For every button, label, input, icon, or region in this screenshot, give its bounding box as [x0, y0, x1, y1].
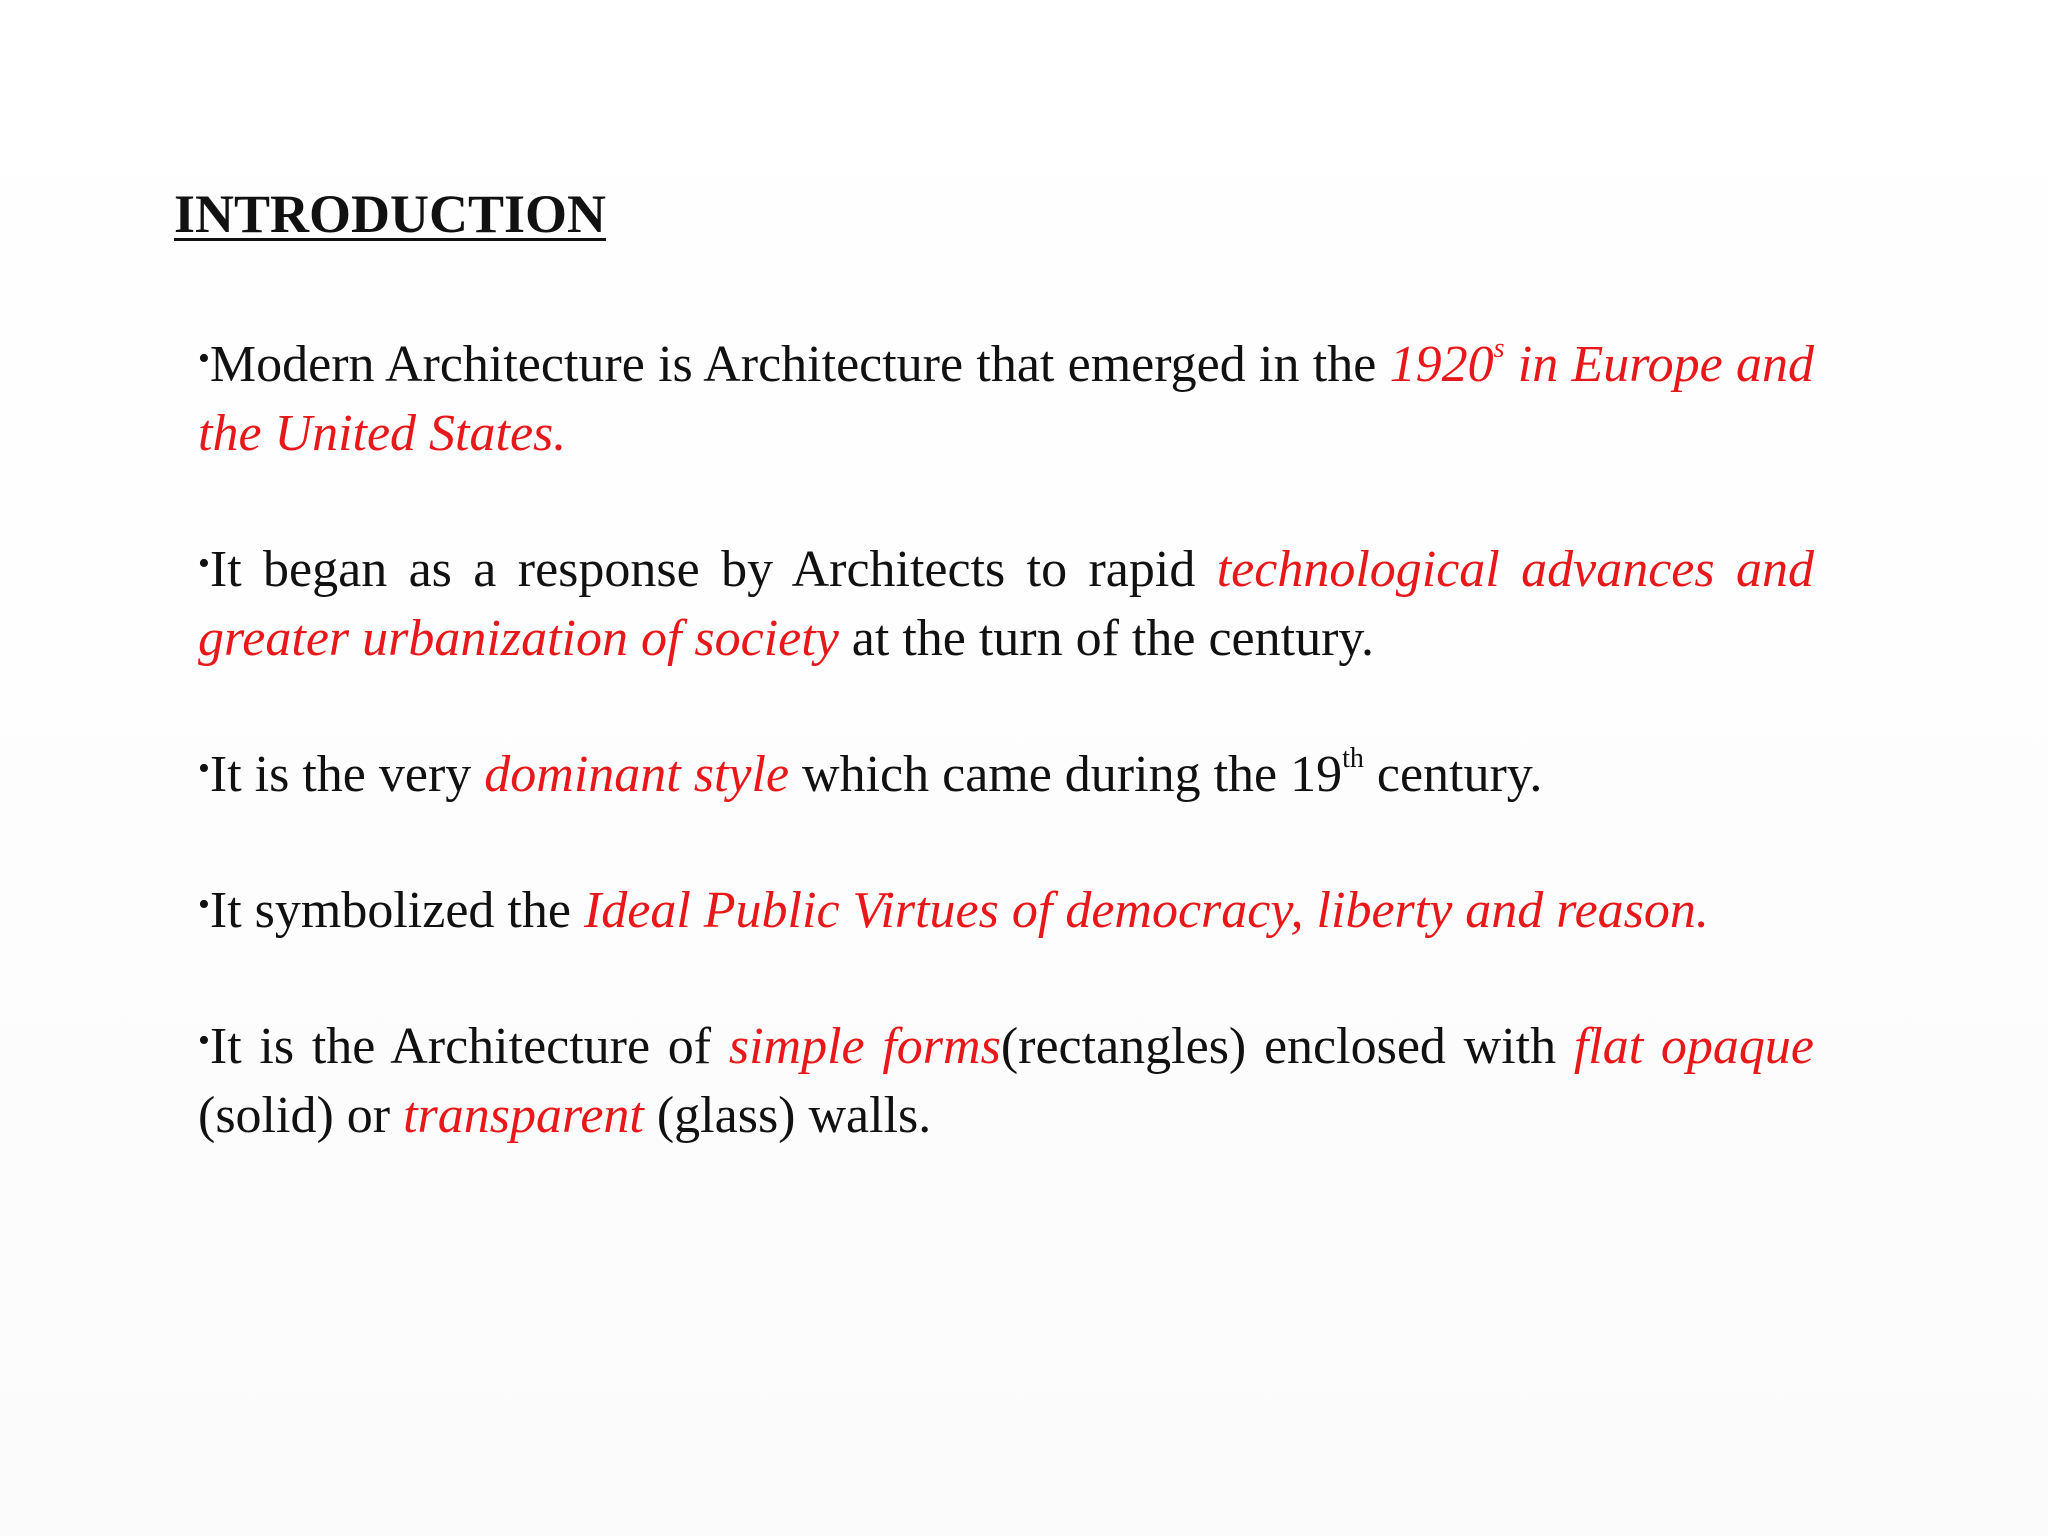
bullet-item [198, 535, 1814, 673]
highlighted-text: dominant style [484, 746, 790, 803]
text-segment: which came during the 19 [789, 746, 1343, 803]
text-segment: (solid) or [198, 1087, 404, 1144]
text-segment: (glass) walls. [643, 1087, 932, 1144]
bullet-icon: • [198, 545, 210, 582]
highlighted-text: transparent [403, 1087, 644, 1144]
text-segment: century. [1363, 746, 1543, 803]
text-segment: It began as a response by Architects to rapid [209, 541, 1217, 598]
highlighted-text: in Europe and the United States. [198, 336, 1814, 462]
text-segment: It symbolized the [209, 882, 584, 939]
bullet-icon: • [198, 340, 210, 377]
text-segment: at the turn of the century. [838, 610, 1375, 667]
bullet-icon: • [198, 1022, 210, 1059]
highlighted-text: flat opaque [1573, 1018, 1814, 1075]
bullet-list [198, 330, 1814, 1217]
superscript-text: s [1493, 333, 1505, 364]
bullet-item [198, 876, 1814, 945]
text-segment: It is the Architecture of [209, 1018, 729, 1075]
bullet-icon: • [198, 886, 210, 923]
text-segment: (rectangles) enclosed with [1000, 1018, 1574, 1075]
bullet-item [198, 740, 1814, 809]
text-segment: Modern Architecture is Architecture that emerged in the [209, 336, 1390, 393]
highlighted-text: simple forms [728, 1018, 1001, 1075]
bullet-item [198, 1012, 1814, 1150]
bullet-item [198, 330, 1814, 468]
superscript-text: th [1342, 743, 1364, 774]
highlighted-text: Ideal Public Virtues of democracy, liberty and reason. [583, 882, 1709, 939]
text-segment: It is the very [209, 746, 485, 803]
highlighted-text: 1920 [1389, 336, 1494, 393]
highlighted-text: technological advances and greater urbanization of society [198, 541, 1814, 667]
slide-title: INTRODUCTION [174, 184, 607, 244]
bullet-icon: • [198, 750, 210, 787]
